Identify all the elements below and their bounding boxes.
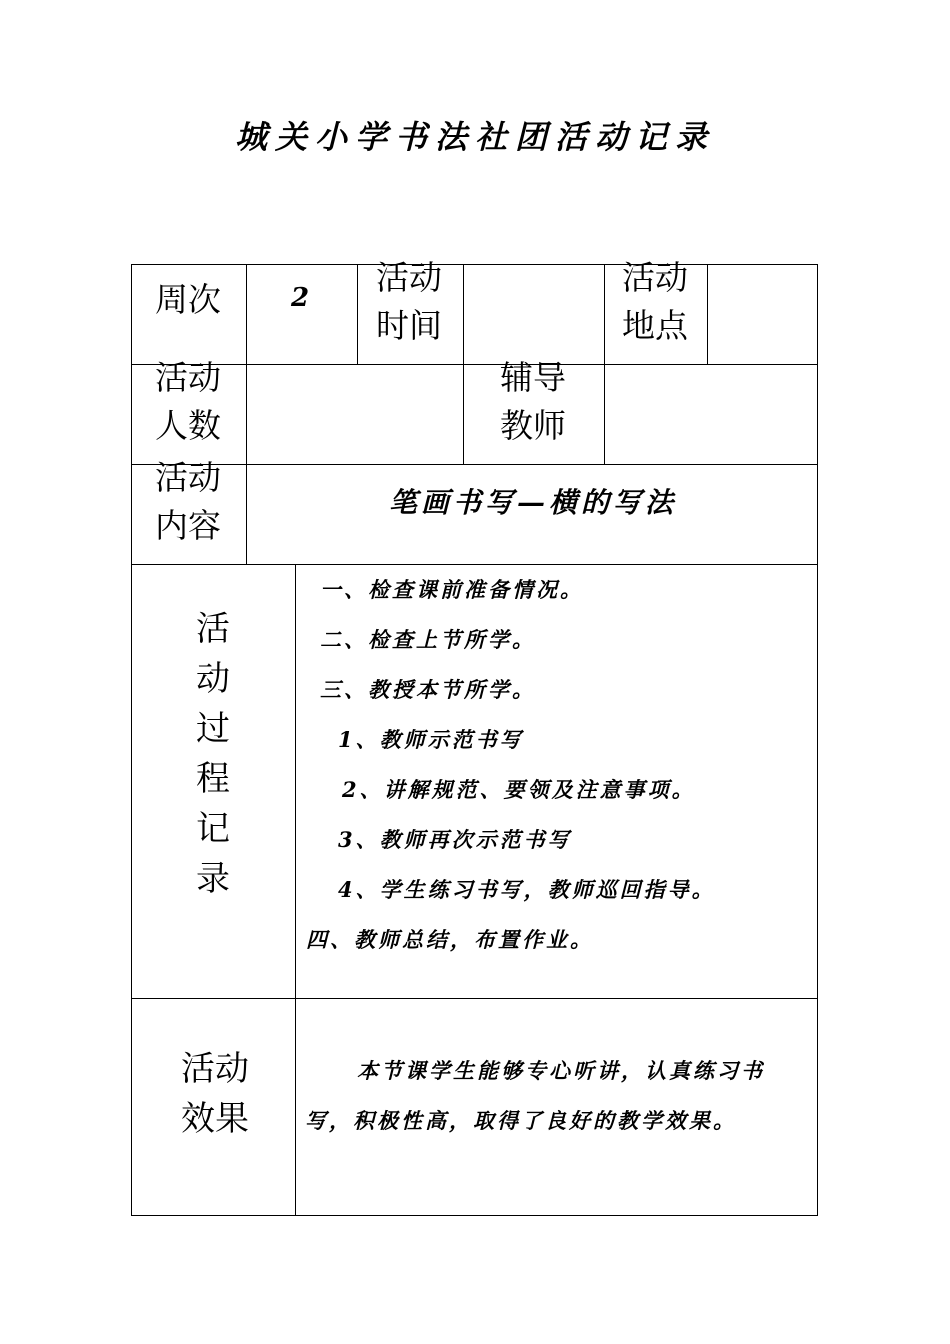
process-label-char: 程 bbox=[196, 759, 230, 799]
week-value: 2 bbox=[291, 283, 310, 313]
table-border-left bbox=[131, 264, 132, 1216]
table-border-right bbox=[817, 264, 818, 1216]
process-label-char: 录 bbox=[196, 859, 230, 899]
activity-content-label bbox=[155, 454, 221, 550]
table-col-divider bbox=[246, 464, 247, 564]
table-col-divider bbox=[295, 564, 296, 1216]
tutor-label bbox=[500, 354, 566, 450]
table-col-divider bbox=[463, 364, 464, 464]
process-step: 3、教师再次示范书写 bbox=[338, 827, 572, 852]
tutor-label-line1: 辅导 bbox=[500, 358, 566, 397]
process-label-char: 动 bbox=[196, 659, 230, 699]
activity-effect-label bbox=[181, 1044, 249, 1144]
activity-effect-text: 本节课学生能够专心听讲，认真练习书写，积极性高，取得了良好的教学效果。 bbox=[305, 1058, 765, 1133]
process-step: 二、检查上节所学。 bbox=[320, 627, 536, 652]
process-step: 三、教授本节所学。 bbox=[320, 677, 536, 702]
table-col-divider bbox=[246, 364, 247, 464]
process-step: 一、检查课前准备情况。 bbox=[320, 577, 584, 602]
activity-content-label-line2: 内容 bbox=[155, 506, 221, 545]
table-col-divider bbox=[246, 264, 247, 364]
process-label-char: 过 bbox=[196, 709, 230, 749]
activity-time-label-line1: 活动 bbox=[376, 258, 442, 297]
activity-effect-label-line1: 活动 bbox=[181, 1049, 249, 1089]
activity-time-label-line2: 时间 bbox=[376, 306, 442, 345]
process-step: 1、教师示范书写 bbox=[338, 727, 524, 752]
activity-content-value: 笔画书写—横的写法 bbox=[388, 486, 677, 519]
table-col-divider bbox=[604, 264, 605, 364]
activity-place-label-line1: 活动 bbox=[622, 258, 688, 297]
participant-count-label bbox=[155, 354, 221, 450]
week-label: 周次 bbox=[155, 280, 221, 319]
participant-count-label-line2: 人数 bbox=[155, 406, 221, 445]
activity-effect-label-line2: 效果 bbox=[181, 1099, 249, 1139]
page-title: 城关小学书法社团活动记录 bbox=[234, 118, 715, 156]
table-row-divider bbox=[131, 564, 818, 565]
process-label-char: 记 bbox=[196, 809, 230, 849]
table-row-divider bbox=[131, 364, 818, 365]
table-row-divider bbox=[131, 998, 818, 999]
process-label-char: 活 bbox=[196, 609, 230, 649]
activity-time-label bbox=[376, 254, 442, 350]
table-col-divider bbox=[604, 364, 605, 464]
process-step: 四、教师总结，布置作业。 bbox=[306, 927, 594, 952]
table-col-divider bbox=[463, 264, 464, 364]
table-col-divider bbox=[357, 264, 358, 364]
activity-place-label-line2: 地点 bbox=[622, 306, 688, 345]
process-record-label bbox=[178, 604, 248, 904]
activity-content-label-line1: 活动 bbox=[155, 458, 221, 497]
process-step: 4、学生练习书写，教师巡回指导。 bbox=[338, 877, 716, 902]
table-border-bottom bbox=[131, 1215, 818, 1216]
table-col-divider bbox=[707, 264, 708, 364]
tutor-label-line2: 教师 bbox=[500, 406, 566, 445]
participant-count-label-line1: 活动 bbox=[155, 358, 221, 397]
table-border-top bbox=[131, 264, 818, 265]
process-step: 2、讲解规范、要领及注意事项。 bbox=[342, 777, 696, 802]
activity-place-label bbox=[622, 254, 688, 350]
table-row-divider bbox=[131, 464, 818, 465]
